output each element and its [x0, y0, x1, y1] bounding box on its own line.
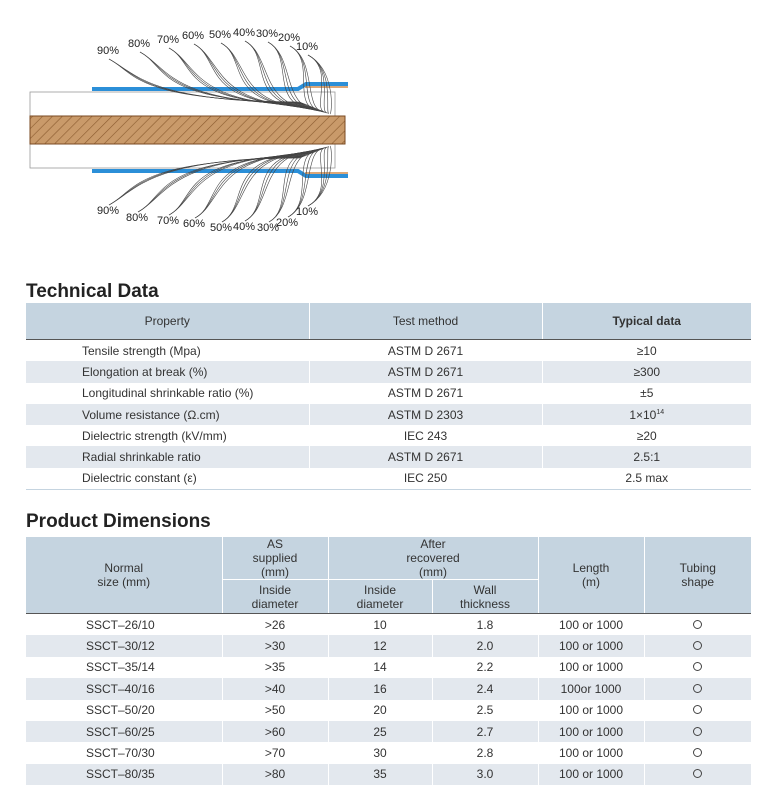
rec-inside-diameter-cell: 14 — [328, 657, 432, 678]
typical-data-cell: ≥300 — [542, 361, 751, 382]
tubing-shape-cell — [644, 721, 751, 742]
tubing-shape-cell — [644, 742, 751, 763]
property-cell: Dielectric strength (kV/mm) — [82, 428, 227, 443]
tubing-shape-cell — [644, 657, 751, 678]
header-as-inside-diameter: Inside diameter — [222, 580, 328, 614]
length-cell: 100 or 1000 — [538, 700, 644, 721]
table-row — [26, 404, 751, 425]
size-cell: SSCT–26/10 — [86, 617, 155, 632]
top-percent-label: 20% — [278, 32, 301, 44]
size-cell: SSCT–35/14 — [86, 660, 155, 675]
size-cell: SSCT–60/25 — [26, 721, 222, 742]
property-cell: Elongation at break (%) — [26, 361, 309, 382]
top-percent-label: 70% — [157, 34, 180, 46]
technical-data-table — [26, 303, 751, 490]
table-row — [26, 678, 751, 699]
top-percent-label: 30% — [256, 28, 279, 40]
test-method-cell: ASTM D 2671 — [309, 361, 542, 382]
core — [30, 116, 345, 144]
property-cell: Longitudinal shrinkable ratio (%) — [82, 386, 254, 401]
typical-data-cell: $1\times 10^{14}$ — [542, 404, 751, 425]
product-dimensions-table — [26, 536, 751, 785]
header-property: Property — [26, 303, 309, 340]
circle-shape-icon — [693, 620, 702, 629]
as-inside-diameter-cell: >60 — [222, 721, 328, 742]
header-length: Length (m) — [538, 537, 644, 614]
table-row — [26, 425, 751, 446]
length-cell: 100or 1000 — [538, 678, 644, 699]
bottom-percent-label: 20% — [276, 217, 299, 229]
tubing-shape-cell — [644, 700, 751, 721]
top-percent-label: 60% — [182, 30, 205, 42]
test-method-cell: IEC 243 — [309, 425, 542, 446]
top-percent-label: 80% — [128, 38, 151, 50]
wall-thickness-cell: 2.2 — [432, 657, 538, 678]
table-row — [26, 764, 751, 785]
wall-thickness-cell: 2.4 — [432, 678, 538, 699]
typical-data-cell: ≥10 — [542, 340, 751, 362]
rec-inside-diameter-cell: 16 — [328, 678, 432, 699]
wall-thickness-cell: 2.7 — [432, 721, 538, 742]
rec-inside-diameter-cell: 30 — [328, 742, 432, 763]
rec-inside-diameter-cell: 25 — [328, 721, 432, 742]
technical-data-title: Technical Data — [26, 281, 159, 302]
rec-inside-diameter-cell: 12 — [328, 635, 432, 656]
table-row — [26, 721, 751, 742]
shrink-ratio-diagram — [0, 0, 768, 245]
as-inside-diameter-cell: >26 — [222, 614, 328, 636]
tubing-shape-cell — [644, 678, 751, 699]
top-percent-label: 10% — [296, 41, 319, 53]
size-cell: SSCT–80/35 — [26, 764, 222, 785]
top-percent-label: 40% — [233, 27, 256, 39]
top-percent-label: 90% — [97, 45, 120, 57]
size-cell: SSCT–70/30 — [86, 746, 155, 761]
typical-data-cell: ±5 — [542, 383, 751, 404]
size-cell: SSCT–50/20 — [86, 703, 155, 718]
as-inside-diameter-cell: >50 — [222, 700, 328, 721]
bottom-percent-label: 70% — [157, 215, 180, 227]
circle-shape-icon — [693, 705, 702, 714]
table-row — [26, 361, 751, 382]
size-cell: SSCT–30/12 — [26, 635, 222, 656]
property-cell: Tensile strength (Mpa) — [82, 343, 201, 358]
as-inside-diameter-cell: >70 — [222, 742, 328, 763]
bottom-percent-label: 10% — [296, 206, 319, 218]
wall-thickness-cell: 2.5 — [432, 700, 538, 721]
typical-data-cell: 2.5:1 — [542, 446, 751, 467]
top-percent-label: 50% — [209, 29, 232, 41]
length-cell: 100 or 1000 — [538, 742, 644, 763]
table-row — [26, 700, 751, 721]
bottom-percent-label: 80% — [126, 212, 149, 224]
circle-shape-icon — [693, 769, 702, 778]
circle-shape-icon — [693, 684, 702, 693]
tubing-shape-cell — [644, 764, 751, 785]
table-row — [26, 657, 751, 678]
test-method-cell: IEC 250 — [309, 468, 542, 490]
table-row — [26, 635, 751, 656]
header-test-method: Test method — [309, 303, 542, 340]
header-after-recovered: After recovered (mm) — [328, 537, 538, 580]
as-inside-diameter-cell: >30 — [222, 635, 328, 656]
test-method-cell: ASTM D 2671 — [309, 446, 542, 467]
circle-shape-icon — [693, 748, 702, 757]
header-as-supplied: AS supplied (mm) — [222, 537, 328, 580]
product-dimensions-title: Product Dimensions — [26, 511, 211, 532]
length-cell: 100 or 1000 — [538, 764, 644, 785]
as-inside-diameter-cell: >80 — [222, 764, 328, 785]
bottom-percent-label: 90% — [97, 205, 120, 217]
wall-thickness-cell: 3.0 — [432, 764, 538, 785]
property-cell: Dielectric constant (ε) — [26, 468, 309, 490]
bottom-percent-label: 40% — [233, 221, 256, 233]
wall-thickness-cell: 2.0 — [432, 635, 538, 656]
bottom-percent-label: 50% — [210, 222, 233, 234]
circle-shape-icon — [693, 727, 702, 736]
rec-inside-diameter-cell: 10 — [328, 614, 432, 636]
header-wall-thickness: Wall thickness — [432, 580, 538, 614]
bottom-percent-label: 60% — [183, 218, 206, 230]
property-cell: Volume resistance (Ω.cm) — [26, 404, 309, 425]
rec-inside-diameter-cell: 20 — [328, 700, 432, 721]
as-inside-diameter-cell: >35 — [222, 657, 328, 678]
length-cell: 100 or 1000 — [538, 721, 644, 742]
tubing-shape-cell — [644, 614, 751, 636]
length-cell: 100 or 1000 — [538, 614, 644, 636]
length-cell: 100 or 1000 — [538, 657, 644, 678]
table-row — [26, 742, 751, 763]
header-normal-size: Normal size (mm) — [26, 537, 222, 614]
test-method-cell: ASTM D 2671 — [309, 383, 542, 404]
wall-thickness-cell: 2.8 — [432, 742, 538, 763]
wall-thickness-cell: 1.8 — [432, 614, 538, 636]
table-row — [26, 614, 751, 636]
typical-data-cell: ≥20 — [542, 425, 751, 446]
size-cell: SSCT–40/16 — [26, 678, 222, 699]
header-rec-inside-diameter: Inside diameter — [328, 580, 432, 614]
circle-shape-icon — [693, 641, 702, 650]
circle-shape-icon — [693, 662, 702, 671]
table-row — [26, 383, 751, 404]
property-cell: Radial shrinkable ratio — [26, 446, 309, 467]
test-method-cell: ASTM D 2671 — [309, 340, 542, 362]
typical-data-cell: 2.5 max — [542, 468, 751, 490]
length-cell: 100 or 1000 — [538, 635, 644, 656]
rec-inside-diameter-cell: 35 — [328, 764, 432, 785]
as-inside-diameter-cell: >40 — [222, 678, 328, 699]
bottom-percent-label: 30% — [257, 222, 280, 234]
header-tubing-shape: Tubing shape — [644, 537, 751, 614]
header-typical-data: Typical data — [542, 303, 751, 340]
table-row — [26, 340, 751, 362]
table-row — [26, 468, 751, 490]
table-row — [26, 446, 751, 467]
test-method-cell: ASTM D 2303 — [309, 404, 542, 425]
tubing-shape-cell — [644, 635, 751, 656]
